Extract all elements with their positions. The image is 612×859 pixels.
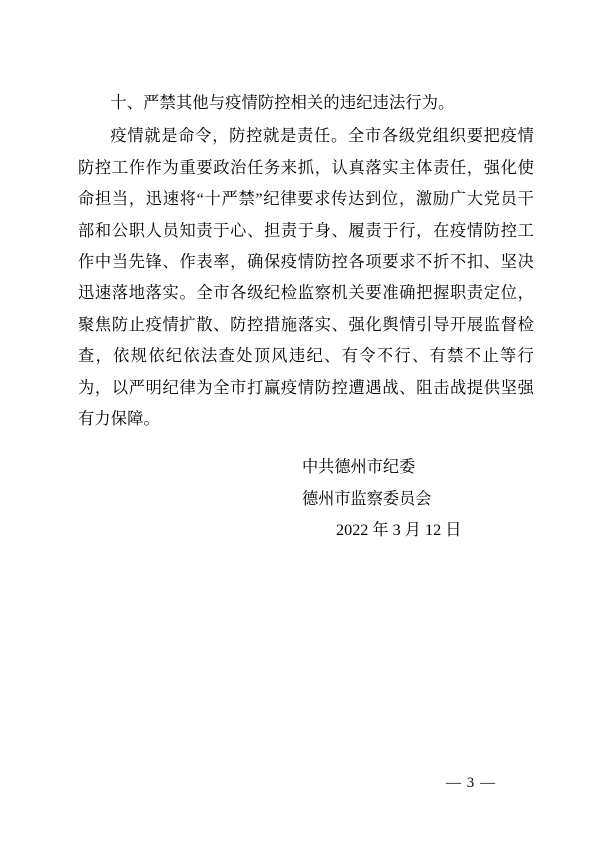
paragraph-item-1: 十、严禁其他与疫情防控相关的违纪违法行为。 [110, 94, 455, 112]
page-number-text: — 3 — [446, 775, 496, 791]
document-body [78, 88, 534, 435]
signature-organization-1: 中共德州市纪委 [302, 458, 416, 476]
page-number [0, 775, 612, 792]
signature-date: 2022 年 3 月 12 日 [336, 521, 462, 539]
paragraph-body: 疫情就是命令，防控就是责任。全市各级党组织要把疫情防控工作作为重要政治任务来抓，认真落实主体责任，强化使命担当，迅速将“十严禁”纪律要求传达到位，激励广大党员干部和公职人员知责于心、担责于身、履责于行，在疫情防控工作中当先锋、作表率，确保疫情防控各项要求不折不扣、坚决迅速落地落实。全市各级纪检监察机关要准确把握职责定位，聚焦防止疫情扩散、防控措施落实、强化舆情引导开展监督检查，依规依纪依法查处顶风违纪、有令不行、有禁不止等行为，以严明纪律为全市打赢疫情防控遭遇战、阻击战提供坚强有力保障。 [78, 127, 534, 429]
signature-organization-2: 德州市监察委员会 [302, 489, 432, 508]
signature-block [78, 452, 534, 547]
